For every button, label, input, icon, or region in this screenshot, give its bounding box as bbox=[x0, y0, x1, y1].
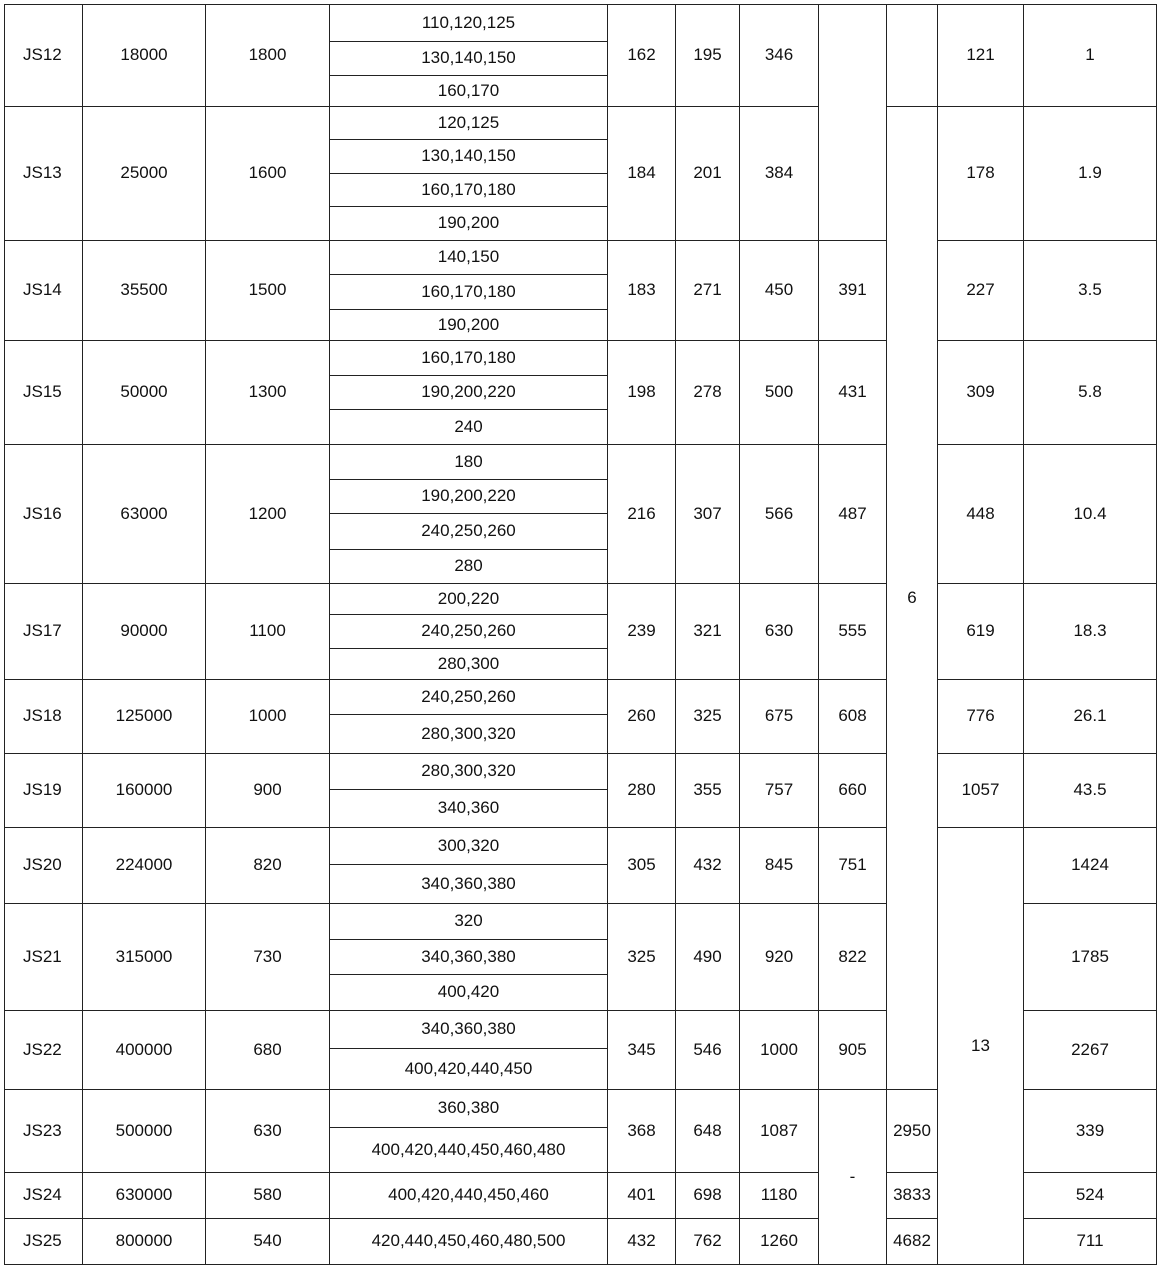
torque-cell: 63000 bbox=[83, 445, 206, 584]
value-cell: 660 bbox=[819, 754, 887, 828]
model-cell: JS18 bbox=[5, 680, 83, 754]
value-cell: 307 bbox=[676, 445, 740, 584]
value-cell: 762 bbox=[676, 1219, 740, 1265]
value-cell-merged: 6 bbox=[887, 107, 938, 1090]
value-cell: 500 bbox=[740, 341, 819, 445]
bore-cell: 340,360,380 bbox=[330, 865, 608, 904]
value-cell: 450 bbox=[740, 241, 819, 341]
value-cell: 18.3 bbox=[1024, 584, 1157, 680]
value-cell: 630 bbox=[740, 584, 819, 680]
value-cell: 355 bbox=[676, 754, 740, 828]
value-cell: 675 bbox=[740, 680, 819, 754]
torque-cell: 50000 bbox=[83, 341, 206, 445]
value-cell: 4682 bbox=[887, 1219, 938, 1265]
table-row bbox=[5, 107, 1157, 140]
bore-cell: 110,120,125 bbox=[330, 5, 608, 42]
model-cell: JS13 bbox=[5, 107, 83, 241]
value-cell: 1260 bbox=[740, 1219, 819, 1265]
value-cell-merged: - bbox=[819, 1090, 887, 1265]
bore-cell: 340,360,380 bbox=[330, 1011, 608, 1049]
value-cell: 432 bbox=[676, 828, 740, 904]
value-cell: 751 bbox=[819, 828, 887, 904]
torque-cell: 160000 bbox=[83, 754, 206, 828]
bore-cell: 120,125 bbox=[330, 107, 608, 140]
table-row bbox=[5, 828, 1157, 865]
bore-cell: 240,250,260 bbox=[330, 615, 608, 649]
value-cell: 278 bbox=[676, 341, 740, 445]
bore-cell: 180 bbox=[330, 445, 608, 480]
table-row bbox=[5, 341, 1157, 376]
model-cell: JS17 bbox=[5, 584, 83, 680]
speed-cell: 580 bbox=[206, 1173, 330, 1219]
value-cell: 487 bbox=[819, 445, 887, 584]
value-cell: 619 bbox=[938, 584, 1024, 680]
bore-cell: 280,300,320 bbox=[330, 754, 608, 790]
speed-cell: 730 bbox=[206, 904, 330, 1011]
value-cell: 280 bbox=[608, 754, 676, 828]
value-cell: 920 bbox=[740, 904, 819, 1011]
value-cell: 1.9 bbox=[1024, 107, 1157, 241]
value-cell: 368 bbox=[608, 1090, 676, 1173]
value-cell: 162 bbox=[608, 5, 676, 107]
bore-cell: 280,300 bbox=[330, 649, 608, 680]
bore-cell: 130,140,150 bbox=[330, 140, 608, 174]
value-cell: 546 bbox=[676, 1011, 740, 1090]
model-cell: JS25 bbox=[5, 1219, 83, 1265]
value-cell-merged: 13 bbox=[938, 828, 1024, 1265]
bore-cell: 130,140,150 bbox=[330, 42, 608, 76]
value-cell: 178 bbox=[938, 107, 1024, 241]
value-cell: 26.1 bbox=[1024, 680, 1157, 754]
value-cell: 183 bbox=[608, 241, 676, 341]
bore-cell: 190,200,220 bbox=[330, 480, 608, 514]
value-cell: 776 bbox=[938, 680, 1024, 754]
bore-cell: 300,320 bbox=[330, 828, 608, 865]
value-cell: 3.5 bbox=[1024, 241, 1157, 341]
value-cell: 1180 bbox=[740, 1173, 819, 1219]
value-cell: 3833 bbox=[887, 1173, 938, 1219]
value-cell: 711 bbox=[1024, 1219, 1157, 1265]
value-cell: 239 bbox=[608, 584, 676, 680]
model-cell: JS20 bbox=[5, 828, 83, 904]
table-row bbox=[5, 5, 1157, 42]
table-row bbox=[5, 445, 1157, 480]
value-cell: 325 bbox=[676, 680, 740, 754]
model-cell: JS22 bbox=[5, 1011, 83, 1090]
value-cell: 309 bbox=[938, 341, 1024, 445]
speed-cell: 1300 bbox=[206, 341, 330, 445]
value-cell: 198 bbox=[608, 341, 676, 445]
speed-cell: 1200 bbox=[206, 445, 330, 584]
model-cell: JS14 bbox=[5, 241, 83, 341]
bore-cell: 160,170,180 bbox=[330, 341, 608, 376]
bore-cell: 160,170,180 bbox=[330, 174, 608, 207]
value-cell: 184 bbox=[608, 107, 676, 241]
value-cell: 271 bbox=[676, 241, 740, 341]
value-cell: 448 bbox=[938, 445, 1024, 584]
bore-cell: 190,200,220 bbox=[330, 376, 608, 410]
model-cell: JS23 bbox=[5, 1090, 83, 1173]
value-cell: 648 bbox=[676, 1090, 740, 1173]
value-cell-blank bbox=[819, 5, 887, 241]
value-cell: 346 bbox=[740, 5, 819, 107]
value-cell: 490 bbox=[676, 904, 740, 1011]
value-cell: 555 bbox=[819, 584, 887, 680]
speed-cell: 630 bbox=[206, 1090, 330, 1173]
value-cell: 260 bbox=[608, 680, 676, 754]
bore-cell: 420,440,450,460,480,500 bbox=[330, 1219, 608, 1265]
bore-cell: 400,420 bbox=[330, 975, 608, 1011]
bore-cell: 240,250,260 bbox=[330, 680, 608, 715]
value-cell: 822 bbox=[819, 904, 887, 1011]
value-cell: 227 bbox=[938, 241, 1024, 341]
bore-cell: 160,170 bbox=[330, 76, 608, 107]
value-cell: 1057 bbox=[938, 754, 1024, 828]
value-cell: 2267 bbox=[1024, 1011, 1157, 1090]
value-cell: 566 bbox=[740, 445, 819, 584]
torque-cell: 800000 bbox=[83, 1219, 206, 1265]
value-cell: 2950 bbox=[887, 1090, 938, 1173]
speed-cell: 540 bbox=[206, 1219, 330, 1265]
coupling-spec-table bbox=[4, 4, 1157, 1265]
torque-cell: 25000 bbox=[83, 107, 206, 241]
torque-cell: 18000 bbox=[83, 5, 206, 107]
torque-cell: 400000 bbox=[83, 1011, 206, 1090]
bore-cell: 400,420,440,450 bbox=[330, 1049, 608, 1090]
value-cell: 10.4 bbox=[1024, 445, 1157, 584]
speed-cell: 1100 bbox=[206, 584, 330, 680]
value-cell: 845 bbox=[740, 828, 819, 904]
value-cell: 339 bbox=[1024, 1090, 1157, 1173]
model-cell: JS16 bbox=[5, 445, 83, 584]
table-row bbox=[5, 584, 1157, 615]
speed-cell: 1800 bbox=[206, 5, 330, 107]
bore-cell: 340,360,380 bbox=[330, 940, 608, 975]
speed-cell: 1500 bbox=[206, 241, 330, 341]
value-cell: 1000 bbox=[740, 1011, 819, 1090]
bore-cell: 140,150 bbox=[330, 241, 608, 275]
value-cell: 431 bbox=[819, 341, 887, 445]
value-cell: 757 bbox=[740, 754, 819, 828]
value-cell: 401 bbox=[608, 1173, 676, 1219]
speed-cell: 1600 bbox=[206, 107, 330, 241]
value-cell: 325 bbox=[608, 904, 676, 1011]
value-cell: 345 bbox=[608, 1011, 676, 1090]
bore-cell: 280 bbox=[330, 550, 608, 584]
speed-cell: 820 bbox=[206, 828, 330, 904]
speed-cell: 680 bbox=[206, 1011, 330, 1090]
model-cell: JS12 bbox=[5, 5, 83, 107]
model-cell: JS15 bbox=[5, 341, 83, 445]
value-cell: 201 bbox=[676, 107, 740, 241]
model-cell: JS21 bbox=[5, 904, 83, 1011]
bore-cell: 280,300,320 bbox=[330, 715, 608, 754]
value-cell: 195 bbox=[676, 5, 740, 107]
value-cell: 121 bbox=[938, 5, 1024, 107]
value-cell: 1424 bbox=[1024, 828, 1157, 904]
speed-cell: 1000 bbox=[206, 680, 330, 754]
bore-cell: 400,420,440,450,460,480 bbox=[330, 1128, 608, 1173]
bore-cell: 190,200 bbox=[330, 207, 608, 241]
torque-cell: 125000 bbox=[83, 680, 206, 754]
value-cell: 1785 bbox=[1024, 904, 1157, 1011]
value-cell: 608 bbox=[819, 680, 887, 754]
value-cell: 305 bbox=[608, 828, 676, 904]
torque-cell: 224000 bbox=[83, 828, 206, 904]
value-cell: 5.8 bbox=[1024, 341, 1157, 445]
table-row bbox=[5, 754, 1157, 790]
value-cell: 698 bbox=[676, 1173, 740, 1219]
value-cell: 1 bbox=[1024, 5, 1157, 107]
torque-cell: 630000 bbox=[83, 1173, 206, 1219]
value-cell: 43.5 bbox=[1024, 754, 1157, 828]
value-cell: 321 bbox=[676, 584, 740, 680]
bore-cell: 240,250,260 bbox=[330, 514, 608, 550]
value-cell: 432 bbox=[608, 1219, 676, 1265]
torque-cell: 35500 bbox=[83, 241, 206, 341]
value-cell: 524 bbox=[1024, 1173, 1157, 1219]
value-cell: 391 bbox=[819, 241, 887, 341]
value-cell: 905 bbox=[819, 1011, 887, 1090]
value-cell: 216 bbox=[608, 445, 676, 584]
bore-cell: 160,170,180 bbox=[330, 275, 608, 310]
table-row bbox=[5, 241, 1157, 275]
value-cell-blank bbox=[887, 5, 938, 107]
bore-cell: 400,420,440,450,460 bbox=[330, 1173, 608, 1219]
bore-cell: 320 bbox=[330, 904, 608, 940]
bore-cell: 200,220 bbox=[330, 584, 608, 615]
value-cell: 384 bbox=[740, 107, 819, 241]
bore-cell: 240 bbox=[330, 410, 608, 445]
model-cell: JS19 bbox=[5, 754, 83, 828]
bore-cell: 340,360 bbox=[330, 790, 608, 828]
bore-cell: 360,380 bbox=[330, 1090, 608, 1128]
bore-cell: 190,200 bbox=[330, 310, 608, 341]
torque-cell: 500000 bbox=[83, 1090, 206, 1173]
torque-cell: 315000 bbox=[83, 904, 206, 1011]
model-cell: JS24 bbox=[5, 1173, 83, 1219]
value-cell: 1087 bbox=[740, 1090, 819, 1173]
table-row bbox=[5, 680, 1157, 715]
torque-cell: 90000 bbox=[83, 584, 206, 680]
speed-cell: 900 bbox=[206, 754, 330, 828]
